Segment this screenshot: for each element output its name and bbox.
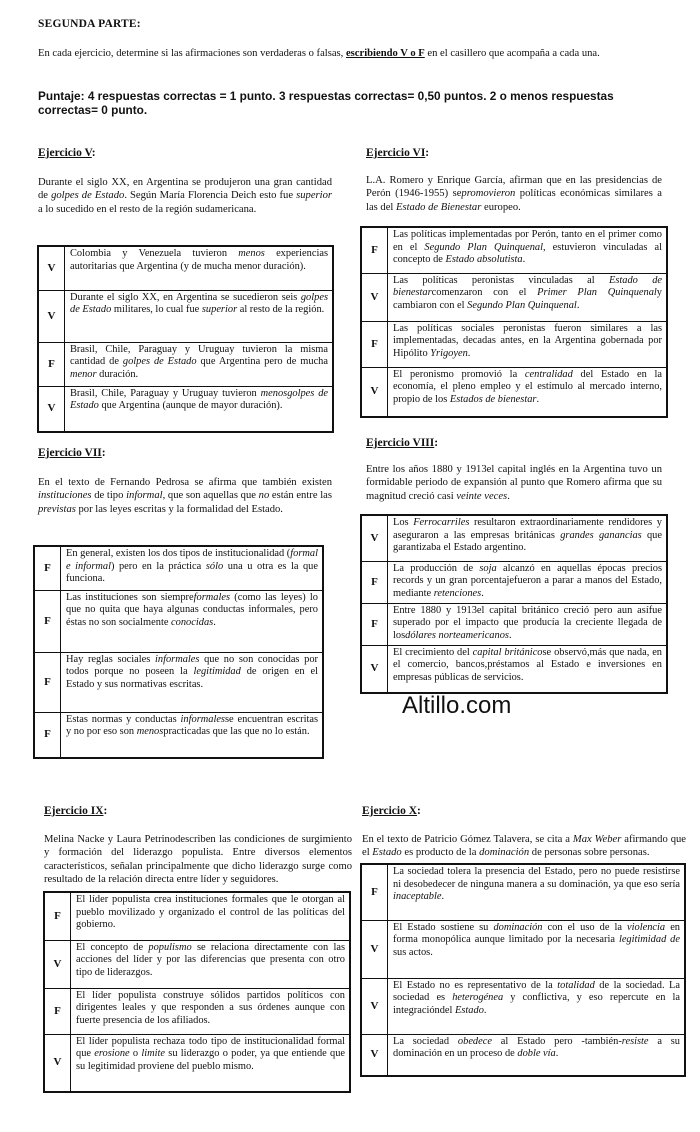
answer-box[interactable]: V — [361, 645, 388, 693]
answer-box[interactable]: F — [361, 227, 388, 273]
answer-box[interactable]: V — [38, 290, 65, 342]
instructions-text-end: en el casillero que acompaña a cada una. — [424, 48, 600, 59]
exercise-vi-title: Ejercicio VI: — [366, 147, 430, 159]
exercise-x-table — [360, 863, 686, 1077]
answer-box[interactable]: V — [38, 386, 65, 432]
statement: Brasil, Chile, Paraguay y Uruguay tuvieron la misma cantidad de golpes de Estado que Argentina pero de mucha menor duración. — [65, 342, 334, 386]
answer-box[interactable]: F — [38, 342, 65, 386]
statement: El Estado no es representativo de la totalidad de la sociedad. La sociedad es heterogénea y conflictiva, y eso repercute en la integracióndel Estado. — [388, 978, 686, 1034]
answer-box[interactable]: F — [361, 561, 388, 603]
statement: El crecimiento del capital británicose observó,más que nada, en el comercio, bancos,préstamos al Estado e inversiones en empresas públicas de servicios. — [388, 645, 668, 693]
exercise-v-table — [37, 245, 334, 433]
answer-box[interactable]: F — [34, 652, 61, 712]
exercise-x-title: Ejercicio X: — [362, 805, 421, 817]
answer-box[interactable]: F — [34, 546, 61, 590]
exercise-vii-title: Ejercicio VII: — [38, 447, 106, 459]
part-title: SEGUNDA PARTE: — [38, 18, 141, 30]
statement: La sociedad obedece al Estado pero -también-resiste a su dominación en un proceso de doble vía. — [388, 1034, 686, 1076]
statement: Estas normas y conductas informalesse encuentran escritas y no por eso son menospracticadas que las que no lo están. — [61, 712, 324, 758]
exercise-vi-intro: L.A. Romero y Enrique García, afirman que en las presidencias de Perón (1946-1955) sepromovieron políticas económicas similares a las del Estado de Bienestar europeo. — [366, 175, 662, 213]
instructions — [38, 47, 662, 60]
answer-box[interactable]: F — [44, 988, 71, 1034]
statement: Hay reglas sociales informales que no son conocidas por todos porque no poseen la legitimidad de origen en el Estado y sus normativas escritas. — [61, 652, 324, 712]
watermark: Altillo.com — [402, 692, 512, 719]
answer-box[interactable]: V — [361, 920, 388, 978]
exercise-v-intro: Durante el siglo XX, en Argentina se produjeron una gran cantidad de golpes de Estado. Según María Florencia Deich esto fue superior a lo sucedido en el resto de la región sudamericana. — [38, 177, 333, 215]
statement: Brasil, Chile, Paraguay y Uruguay tuvieron menosgolpes de Estado que Argentina (aunque de mayor duración). — [65, 386, 334, 432]
answer-box[interactable]: V — [361, 273, 388, 321]
answer-box[interactable]: V — [38, 246, 65, 290]
statement: El peronismo promovió la centralidad del Estado en la economía, el pleno empleo y el estímulo al mercado interno, propio de los Estados de bienestar. — [388, 367, 668, 417]
statement: La sociedad tolera la presencia del Estado, pero no puede resistirse ni desobedecer de ninguna manera a su dominación, ya que eso sería inaceptable. — [388, 864, 686, 920]
statement: El líder populista crea instituciones formales que le otorgan al pueblo movilizado y organizado el control de las políticas del gobierno. — [71, 892, 351, 940]
scoring-rules: Puntaje: 4 respuestas correctas = 1 punto. 3 respuestas correctas= 0,50 puntos. 2 o menos respuestas correctas= 0 punto. — [38, 89, 614, 117]
exercise-vi-table — [360, 226, 668, 418]
instructions-emphasis: escribiendo V o F — [345, 48, 425, 59]
statement: El líder populista rechaza todo tipo de institucionalidad formal que erosione o limite su liderazgo o poder, ya que entiende que su legitimidad proviene del pueblo mismo. — [71, 1034, 351, 1092]
statement: Colombia y Venezuela tuvieron menos experiencias autoritarias que Argentina (y de mucha menor duración). — [65, 246, 334, 290]
exercise-ix-intro: Melina Nacke y Laura Petrinodescriben las condiciones de surgimiento y formación del liderazgo populista. Entre diversos elementos característicos, señalan principalmente que dicho liderazgo surge como resultado de la relación directa entre líder y seguidores. — [44, 834, 352, 886]
answer-box[interactable]: V — [361, 367, 388, 417]
answer-box[interactable]: F — [361, 321, 388, 367]
statement: Las políticas sociales peronistas fueron similares a las implementadas, decadas antes, en la Argentina gobernada por Hipólito Yrigoyen. — [388, 321, 668, 367]
exercise-vii-table — [33, 545, 324, 759]
statement: Las políticas peronistas vinculadas al Estado de bienestarcomenzaron con el Primer Plan Quinquenaly cambiaron con el Segundo Plan Quinquenal. — [388, 273, 668, 321]
exercise-x-intro: En el texto de Patricio Gómez Talavera, se cita a Max Weber afirmando que el Estado es producto de la dominación de personas sobre personas. — [362, 834, 686, 859]
answer-box[interactable]: F — [361, 603, 388, 645]
exercise-v-title: Ejercicio V: — [38, 147, 96, 159]
statement: Las instituciones son siempreformales (como las leyes) lo que no quita que haya algunas conductas informales, pero éstas no son socialmente conocidas. — [61, 590, 324, 652]
answer-box[interactable]: F — [34, 712, 61, 758]
answer-box[interactable]: V — [44, 940, 71, 988]
statement: Las políticas implementadas por Perón, tanto en el primer como en el Segundo Plan Quinquenal, estuvieron vinculadas al concepto de Estado absolutista. — [388, 227, 668, 273]
exercise-viii-title: Ejercicio VIII: — [366, 437, 439, 449]
statement: La producción de soja alcanzó en aquellas épocas precios records y un gran porcentajefueron a parar a manos del Estado, mediante retenciones. — [388, 561, 668, 603]
statement: Los Ferrocarriles resultaron extraordinariamente rendidores y aseguraron a las empresas británicas grandes ganancias que garantizaba el Estado argentino. — [388, 515, 668, 561]
answer-box[interactable]: V — [361, 1034, 388, 1076]
statement: El líder populista construye sólidos partidos políticos con dirigentes leales y que responden a sus órdenes aunque con fuerte presencia de los afiliados. — [71, 988, 351, 1034]
answer-box[interactable]: V — [361, 978, 388, 1034]
statement: En general, existen los dos tipos de institucionalidad (formal e informal) pero en la práctica sólo una u otra es la que funciona. — [61, 546, 324, 590]
exercise-viii-intro: Entre los años 1880 y 1913el capital inglés en la Argentina tuvo un formidable periodo de expansión al punto que Romero afirma que su magnitud creció casi veinte veces. — [366, 464, 662, 502]
exercise-vii-intro: En el texto de Fernando Pedrosa se afirma que también existen instituciones de tipo informal, que son aquellas que no están entre las previstas por las leyes escritas y la formalidad del Estado. — [38, 477, 332, 515]
answer-box[interactable]: V — [44, 1034, 71, 1092]
answer-box[interactable]: F — [34, 590, 61, 652]
exercise-ix-title: Ejercicio IX: — [44, 805, 108, 817]
answer-box[interactable]: F — [44, 892, 71, 940]
statement: Entre 1880 y 1913el capital británico creció pero aun asífue superado por el impacto que producía la creciente llegada de losdólares norteamericanos. — [388, 603, 668, 645]
exercise-ix-table — [43, 891, 351, 1093]
statement: Durante el siglo XX, en Argentina se sucedieron seis golpes de Estado militares, lo cual fue superior al resto de la región. — [65, 290, 334, 342]
statement: El concepto de populismo se relaciona directamente con las acciones del líder y por las diferencias que presenta con otro tipo de liderazgos. — [71, 940, 351, 988]
instructions-text: En cada ejercicio, determine si las afirmaciones son verdaderas o falsas, — [38, 48, 346, 59]
exercise-viii-table — [360, 514, 668, 694]
answer-box[interactable]: V — [361, 515, 388, 561]
answer-box[interactable]: F — [361, 864, 388, 920]
statement: El Estado sostiene su dominación con el uso de la violencia en forma monopólica aunque limitado por la necesaria legitimidad de sus actos. — [388, 920, 686, 978]
